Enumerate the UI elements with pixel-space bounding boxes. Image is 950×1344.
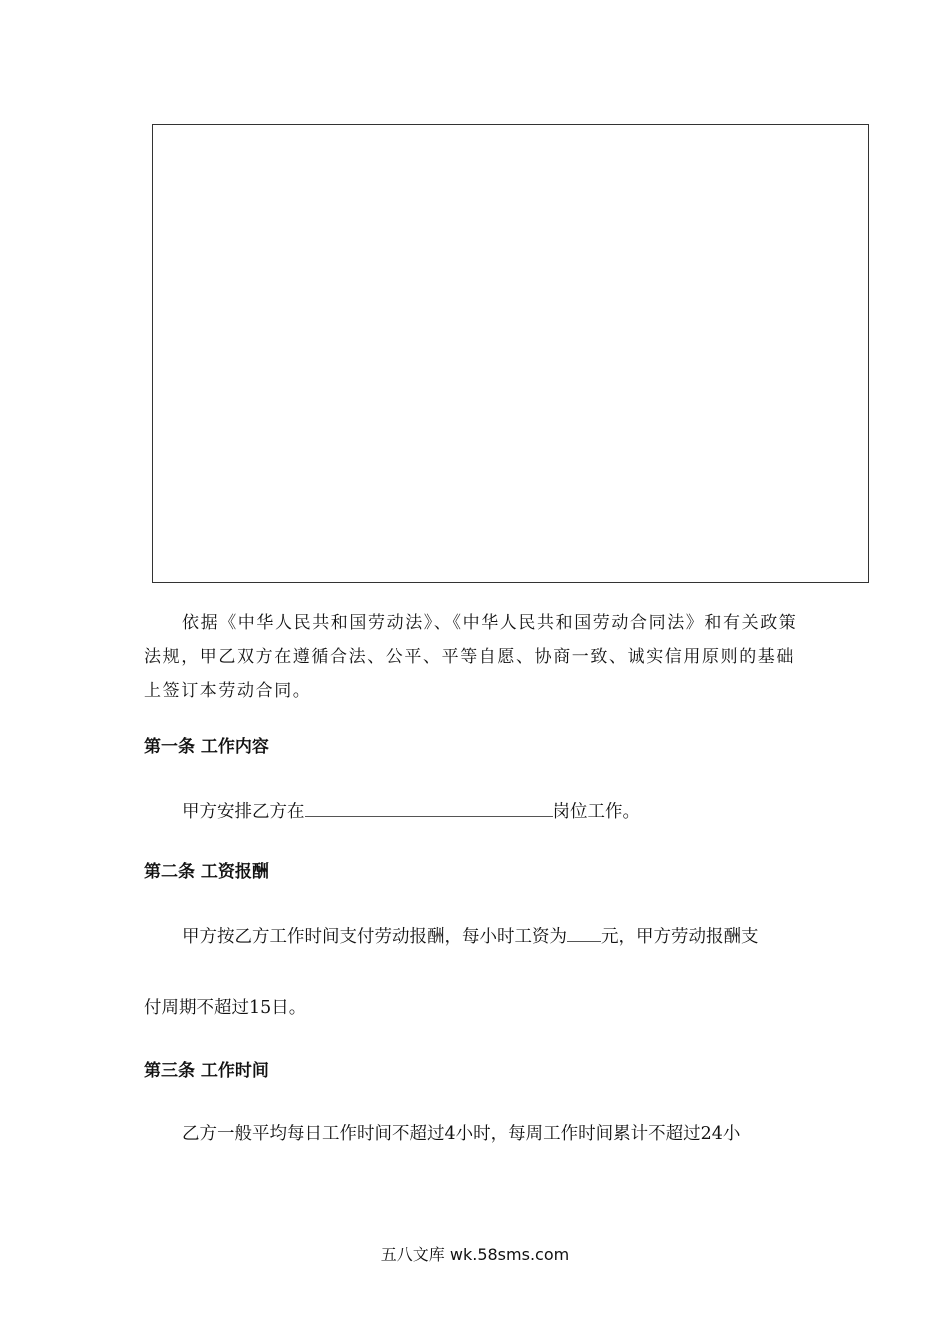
article3-text-1: 乙方一般平均每日工作时间不超过 (182, 1124, 445, 1144)
article2-line2-before: 付周期不超过 (144, 998, 249, 1018)
position-blank-field (305, 798, 553, 817)
article3-heading: 第三条 工作时间 (144, 1061, 269, 1081)
article1-body (182, 798, 640, 824)
intro-text: 依据《中华人民共和国劳动法》、《中华人民共和国劳动合同法》和有关政策法规，甲乙双方在遵循合法、公平、平等自愿、协商一致、诚实信用原则的基础上签订本劳动合同。 (144, 613, 798, 701)
article2-body-line2 (144, 996, 306, 1020)
article1-heading: 第一条 工作内容 (144, 737, 269, 757)
intro-paragraph (144, 606, 804, 708)
empty-frame-box (152, 124, 869, 583)
article2-text-after: 元，甲方劳动报酬支 (601, 927, 759, 947)
article3-text-2: 小时，每周工作时间累计不超过 (455, 1124, 701, 1144)
article3-body (182, 1122, 740, 1146)
article1-text-before: 甲方安排乙方在 (182, 802, 305, 822)
wage-blank-field (567, 923, 601, 942)
payment-cycle-days: 15 (249, 998, 272, 1018)
daily-hours-value: 4 (444, 1124, 456, 1144)
article2-line2-after: 日。 (271, 998, 307, 1018)
article1-text-after: 岗位工作。 (552, 802, 640, 822)
footer-watermark: 五八文库 wk.58sms.com (380, 1245, 570, 1264)
article2-body-line1 (182, 923, 759, 949)
article2-text-before: 甲方按乙方工作时间支付劳动报酬，每小时工资为 (182, 927, 567, 947)
article2-heading: 第二条 工资报酬 (144, 862, 269, 882)
weekly-hours-value: 24 (700, 1124, 723, 1144)
article3-text-3: 小 (722, 1124, 741, 1144)
